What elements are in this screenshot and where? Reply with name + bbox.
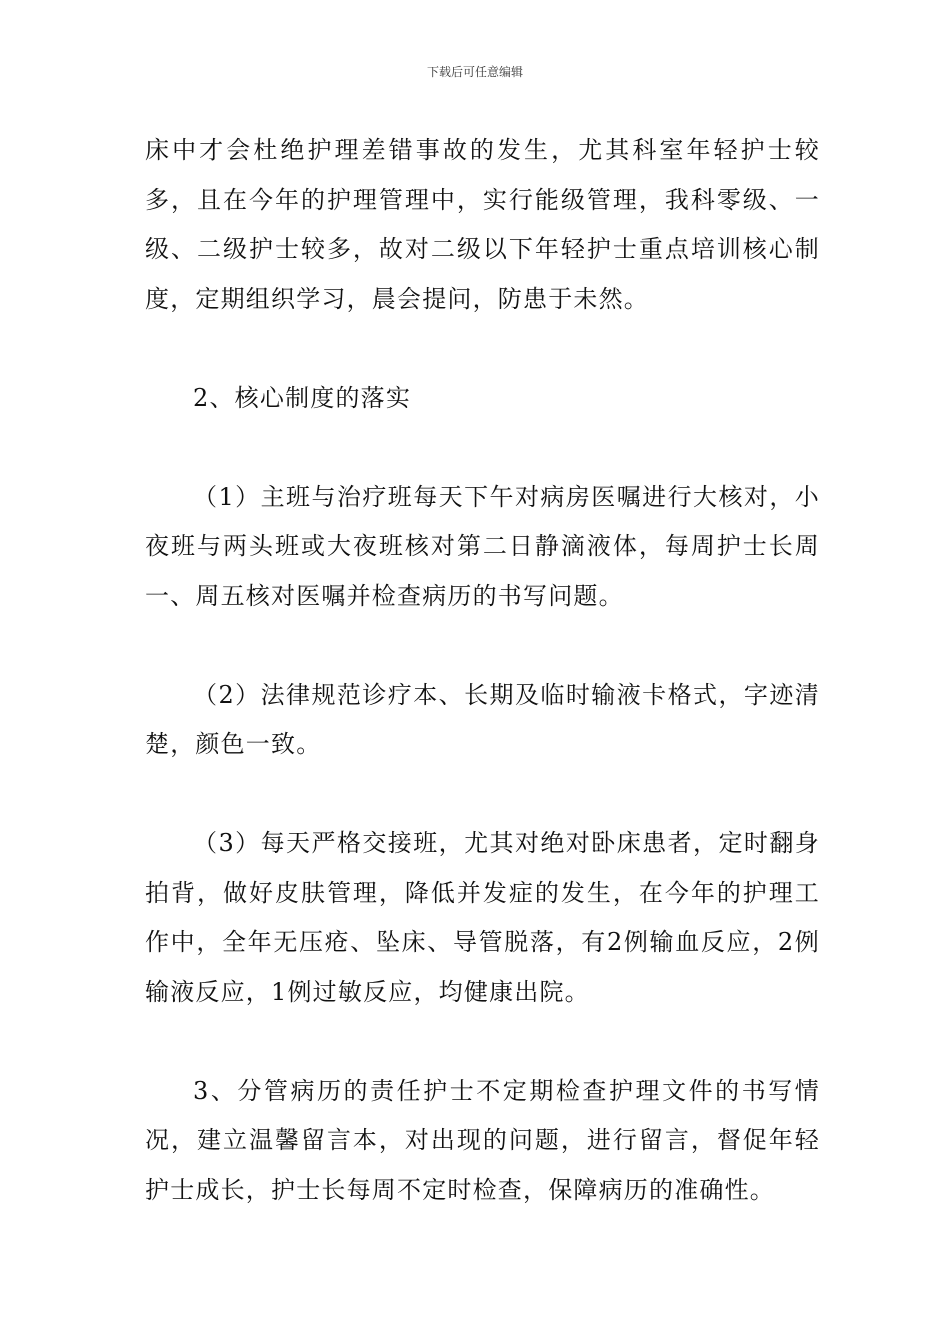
section-heading-core-system: 2、核心制度的落实 bbox=[193, 383, 412, 412]
paragraph-continuation: 床中才会杜绝护理差错事故的发生，尤其科室年轻护士较多，且在今年的护理管理中，实行能级管理，我科零级、一级、二级护士较多，故对二级以下年轻护士重点培训核心制度，定期组织学习，晨会提问，防患于未然。 bbox=[145, 136, 820, 313]
paragraph-item-1: （1）主班与治疗班每天下午对病房医嘱进行大核对，小夜班与两头班或大夜班核对第二日静滴液体，每周护士长周一、周五核对医嘱并检查病历的书写问题。 bbox=[145, 482, 820, 610]
paragraph-section-3: 3、分管病历的责任护士不定期检查护理文件的书写情况，建立温馨留言本，对出现的问题，进行留言，督促年轻护士成长，护士长每周不定时检查，保障病历的准确性。 bbox=[145, 1076, 820, 1204]
document-body bbox=[145, 126, 820, 1215]
page-header: 下载后可任意编辑 bbox=[426, 65, 523, 79]
paragraph-item-2: （2）法律规范诊疗本、长期及临时输液卡格式，字迹清楚，颜色一致。 bbox=[145, 680, 820, 758]
paragraph-item-3: （3）每天严格交接班，尤其对绝对卧床患者，定时翻身拍背，做好皮肤管理，降低并发症的发生，在今年的护理工作中，全年无压疮、坠床、导管脱落，有2例输血反应，2例输液反应，1例过敏反应，均健康出院。 bbox=[145, 829, 820, 1006]
